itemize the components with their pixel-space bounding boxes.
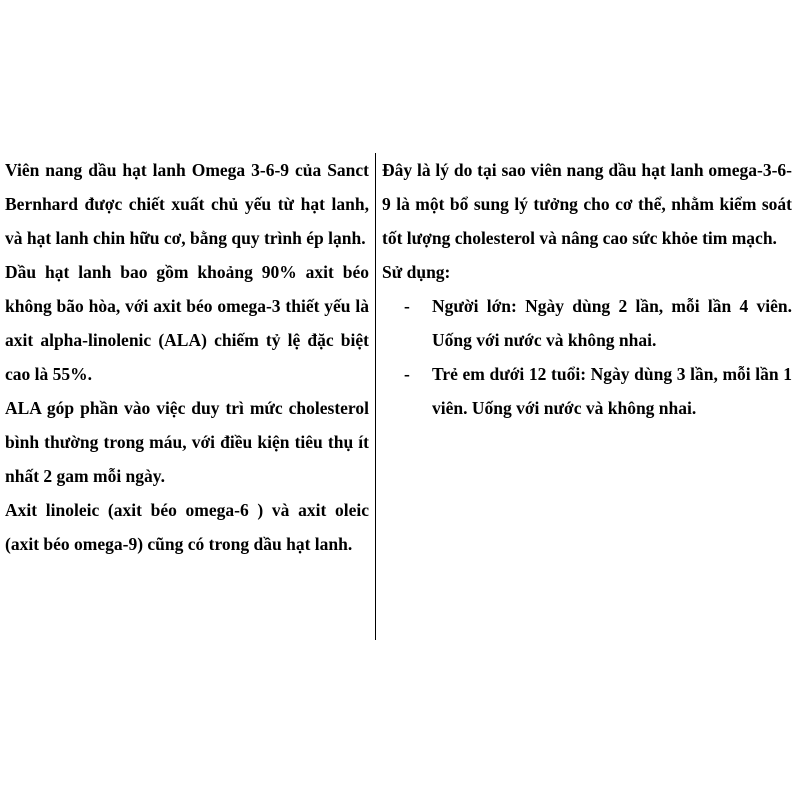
- usage-heading: Sử dụng:: [382, 262, 451, 282]
- column-divider: [375, 153, 376, 640]
- usage-list: [382, 289, 792, 425]
- usage-item-text: Người lớn: Ngày dùng 2 lần, mỗi lần 4 viên. Uống với nước và không nhai.: [432, 296, 792, 350]
- left-paragraph-2: Dầu hạt lanh bao gồm khoảng 90% axit béo không bão hòa, với axit béo omega-3 thiết yếu là axit alpha-linolenic (ALA) chiếm tỷ lệ đặc biệt cao là 55%.: [5, 262, 369, 384]
- left-paragraph-4: Axit linoleic (axit béo omega-6 ) và axit oleic (axit béo omega-9) cũng có trong dầu hạt lanh.: [5, 500, 369, 554]
- usage-item-adults: [382, 289, 792, 357]
- usage-item-text: Trẻ em dưới 12 tuổi: Ngày dùng 3 lần, mỗi lần 1 viên. Uống với nước và không nhai.: [432, 364, 792, 418]
- list-dash-marker: -: [404, 296, 410, 316]
- left-column: [5, 153, 369, 561]
- right-intro-paragraph: Đây là lý do tại sao viên nang dầu hạt lanh omega-3-6-9 là một bổ sung lý tưởng cho cơ thể, nhằm kiểm soát tốt lượng cholesterol và nâng cao sức khỏe tim mạch.: [382, 160, 792, 248]
- left-paragraph-3: ALA góp phần vào việc duy trì mức cholesterol bình thường trong máu, với điều kiện tiêu thụ ít nhất 2 gam mỗi ngày.: [5, 398, 369, 486]
- right-column: [382, 153, 792, 425]
- list-dash-marker: -: [404, 364, 410, 384]
- usage-item-children: [382, 357, 792, 425]
- left-paragraph-1: Viên nang dầu hạt lanh Omega 3-6-9 của Sanct Bernhard được chiết xuất chủ yếu từ hạt lanh, và hạt lanh chin hữu cơ, bằng quy trình ép lạnh.: [5, 160, 369, 248]
